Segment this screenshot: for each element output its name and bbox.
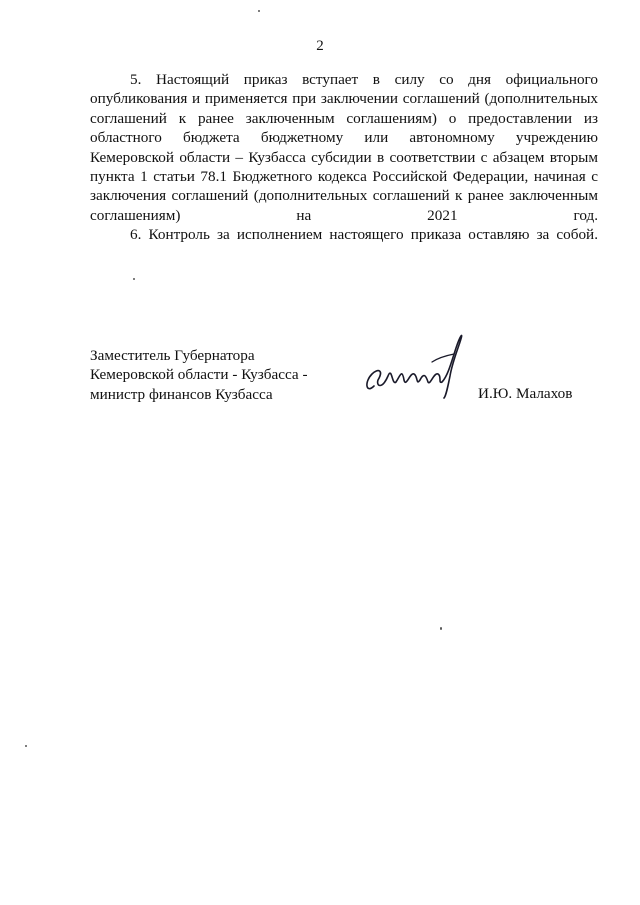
document-body: [90, 70, 598, 245]
paragraph-5: 5. Настоящий приказ вступает в силу со дня официального опубликования и применяется при заключении соглашений (дополнительных соглашений к ранее заключенным соглашениям) о предоставлении из областного бюджета бюджетному или автономному учреждению Кемеровской области – Кузбасса субсидии в соответствии с абзацем вторым пункта 1 статьи 78.1 Бюджетного кодекса Российской Федерации, начиная с заключения соглашений (дополнительных соглашений к ранее заключенным соглашениям) на 2021 год.: [90, 71, 598, 224]
signer-position-line-2: Кемеровской области - Кузбасса -: [90, 366, 308, 384]
scan-speck: [133, 278, 135, 280]
scan-speck: [25, 745, 27, 747]
scan-speck: [258, 10, 260, 12]
signer-position: [90, 346, 308, 404]
signer-name: И.Ю. Малахов: [478, 385, 573, 402]
signer-position-line-3: министр финансов Кузбасса: [90, 385, 273, 403]
page-number: 2: [316, 38, 324, 54]
paragraph-6: 6. Контроль за исполнением настоящего приказа оставляю за собой.: [130, 226, 598, 244]
signer-position-line-1: Заместитель Губернатора: [90, 347, 255, 364]
scan-speck: [440, 627, 442, 630]
handwritten-signature: [362, 324, 472, 404]
